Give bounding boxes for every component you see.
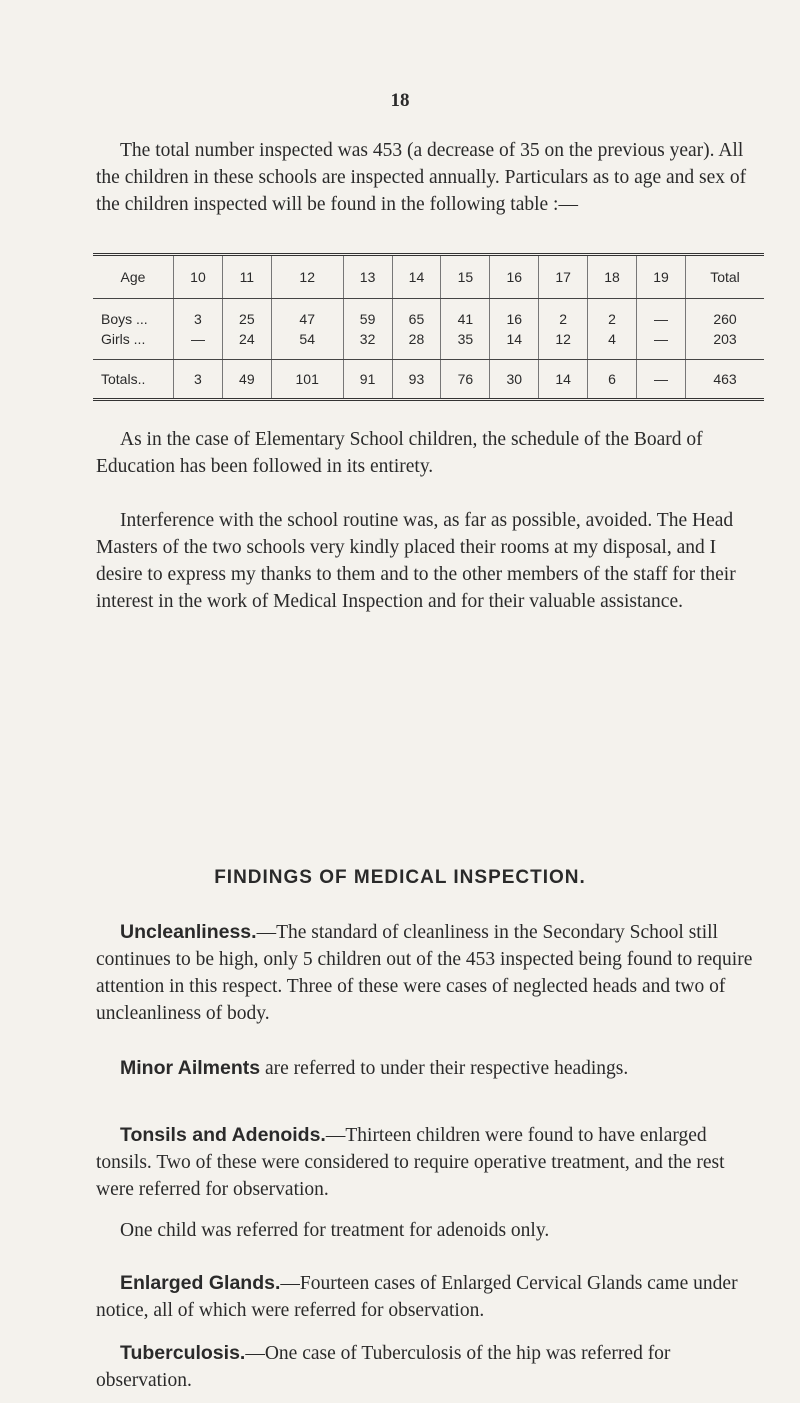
elementary-paragraph: As in the case of Elementary School children, the schedule of the Board of Education has been followed in its entirety. (96, 429, 703, 477)
table-cell: 101 (271, 360, 343, 400)
header-cell: 12 (271, 255, 343, 299)
glands-text: —Fourteen cases of Enlarged Cervical Glands came under notice, all of which were referred for observation. (96, 1273, 738, 1321)
intro-paragraph: The total number inspected was 453 (a decrease of 35 on the previous year). All the children in these schools are inspected annually. Particulars as to age and sex of the children inspected will be found in the following table :— (96, 140, 747, 215)
tonsils-paragraph (96, 1122, 766, 1203)
header-cell: 11 (222, 255, 271, 299)
header-cell: 10 (174, 255, 223, 299)
section-heading: FINDINGS OF MEDICAL INSPECTION. (214, 867, 586, 888)
table-cell: 30 (490, 360, 539, 400)
table-cell: 3 (174, 360, 223, 400)
table-cell: 76 (441, 360, 490, 400)
table-cell: 24 (222, 329, 271, 360)
table-cell: 25 (222, 299, 271, 330)
table-cell: 16 (490, 299, 539, 330)
table-cell: — (636, 329, 685, 360)
header-cell: 17 (539, 255, 588, 299)
tuberculosis-text: —One case of Tuberculosis of the hip was referred for observation. (96, 1343, 671, 1391)
table-cell: 35 (441, 329, 490, 360)
glands-title: Enlarged Glands. (120, 1272, 281, 1294)
table-cell: — (174, 329, 223, 360)
table-cell: 14 (490, 329, 539, 360)
table-cell: Girls ... (93, 329, 174, 360)
table-cell: 463 (686, 360, 765, 400)
glands-paragraph (96, 1270, 766, 1324)
adenoids-paragraph: One child was referred for treatment for adenoids only. (120, 1220, 550, 1241)
table-cell: 12 (539, 329, 588, 360)
tonsils-text: —Thirteen children were found to have enlarged tonsils. Two of these were considered to require operative treatment, and the rest were referred for observation. (96, 1125, 725, 1200)
interference-paragraph: Interference with the school routine was, as far as possible, avoided. The Head Masters of the two schools very kindly placed their rooms at my disposal, and I desire to express my thanks to them and to the other members of the staff for their interest in the work of Medical Inspection and for their valuable assistance. (96, 510, 736, 612)
uncleanliness-text: —The standard of cleanliness in the Secondary School still continues to be high, only 5 children out of the 453 inspected being found to require attention in this respect. Three of these were cases of neglected heads and two of uncleanliness of body. (96, 922, 753, 1024)
table-cell: 91 (343, 360, 392, 400)
table-row-totals (93, 360, 764, 400)
uncleanliness-title: Uncleanliness. (120, 921, 257, 943)
table-cell: Boys ... (101, 311, 148, 327)
tuberculosis-paragraph (96, 1340, 766, 1394)
uncleanliness-paragraph (96, 919, 766, 1027)
table-cell: — (636, 299, 685, 330)
table-cell: 41 (441, 299, 490, 330)
table-cell: 54 (271, 329, 343, 360)
header-cell: 15 (441, 255, 490, 299)
minor-ailments-paragraph (96, 1055, 766, 1082)
table-cell: 2 (539, 299, 588, 330)
header-cell: 18 (588, 255, 637, 299)
header-cell: Total (686, 255, 765, 299)
header-cell: 16 (490, 255, 539, 299)
table-cell: Totals.. (101, 371, 146, 387)
table-cell: 2 (588, 299, 637, 330)
table-cell: — (636, 360, 685, 400)
minor-ailments-text: are referred to under their respective headings. (260, 1058, 629, 1079)
table-cell: 203 (686, 329, 765, 360)
table-cell: 260 (686, 299, 765, 330)
table-cell: 59 (343, 299, 392, 330)
table-cell: 6 (588, 360, 637, 400)
header-cell: 13 (343, 255, 392, 299)
page-number: 18 (390, 90, 410, 111)
table-cell: 14 (539, 360, 588, 400)
header-cell: 19 (636, 255, 685, 299)
tuberculosis-title: Tuberculosis. (120, 1342, 246, 1364)
table-cell: 49 (222, 360, 271, 400)
table-cell: 4 (588, 329, 637, 360)
table-cell: 32 (343, 329, 392, 360)
table-header-row (93, 255, 764, 299)
table-row-girls (93, 329, 764, 360)
minor-ailments-title: Minor Ailments (120, 1057, 261, 1079)
table-row-boys (93, 299, 764, 330)
table-cell: 93 (392, 360, 441, 400)
header-cell: 14 (392, 255, 441, 299)
table-cell: 65 (392, 299, 441, 330)
table-cell: 47 (271, 299, 343, 330)
header-cell: Age (93, 255, 174, 299)
age-sex-table (93, 253, 764, 401)
table-cell: 3 (174, 299, 223, 330)
tonsils-title: Tonsils and Adenoids. (120, 1124, 326, 1146)
table-cell: 28 (392, 329, 441, 360)
